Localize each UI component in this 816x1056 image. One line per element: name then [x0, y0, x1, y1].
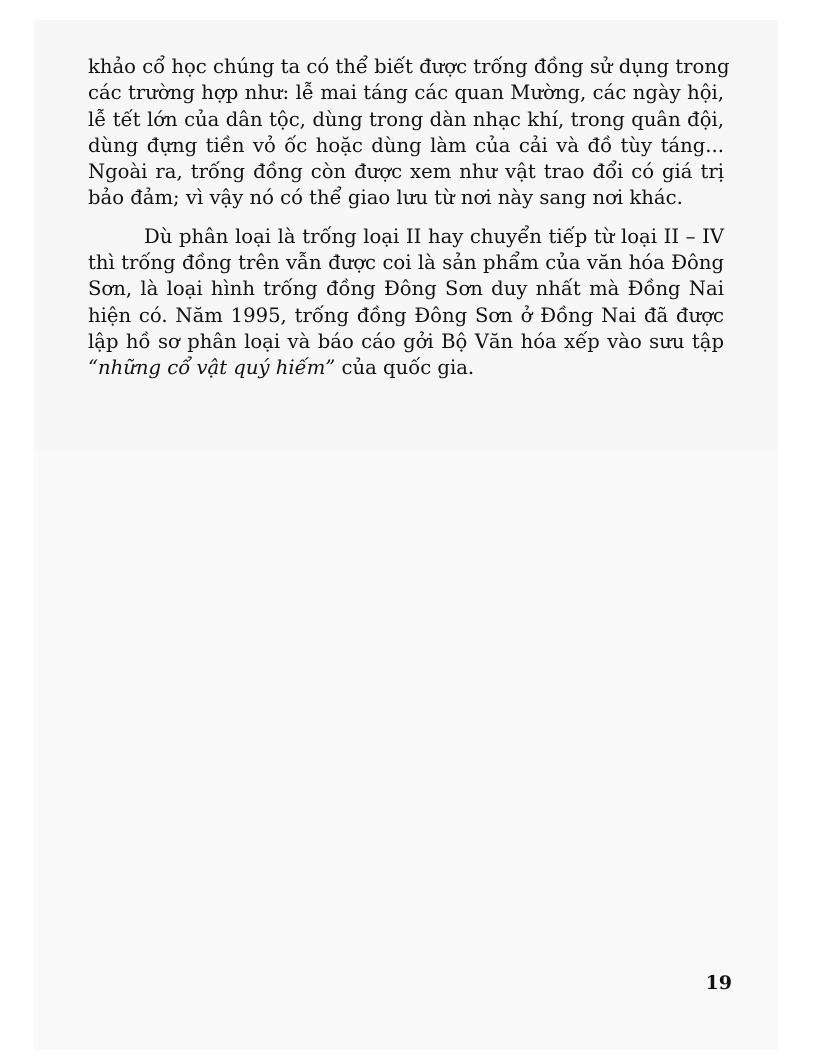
- text-line: lễ tết lớn của dân tộc, dùng trong dàn nhạc khí, trong quân đội,: [88, 107, 724, 131]
- text-line-tail: của quốc gia.: [335, 356, 475, 380]
- body-text: [88, 54, 730, 382]
- text-line-final: [88, 355, 724, 381]
- paragraph-2: [88, 224, 724, 382]
- paragraph-1: [88, 54, 730, 212]
- text-line: thì trống đồng trên vẫn được coi là sản phẩm của văn hóa Đông: [88, 251, 724, 275]
- text-line: Sơn, là loại hình trống đồng Đông Sơn duy nhất mà Đồng Nai: [88, 277, 724, 301]
- text-line: các trường hợp như: lễ mai táng các quan Mường, các ngày hội,: [88, 81, 724, 105]
- text-line: Dù phân loại là trống loại II hay chuyển tiếp từ loại II – IV: [144, 224, 724, 248]
- text-line: lập hồ sơ phân loại và báo cáo gởi Bộ Văn hóa xếp vào sưu tập: [88, 329, 724, 353]
- text-line: khảo cổ học chúng ta có thể biết được trống đồng sử dụng trong: [88, 55, 730, 78]
- paragraph-spacer: [88, 212, 724, 224]
- page-number: 19: [705, 972, 732, 994]
- text-line: bảo đảm; vì vậy nó có thể giao lưu từ nơi này sang nơi khác.: [88, 186, 683, 210]
- italic-quote: “những cổ vật quý hiếm”: [88, 356, 336, 380]
- text-line: hiện có. Năm 1995, trống đồng Đông Sơn ở Đồng Nai đã được: [88, 303, 724, 327]
- text-line: Ngoài ra, trống đồng còn được xem như vật trao đổi có giá trị: [88, 160, 724, 184]
- text-line: dùng đựng tiền vỏ ốc hoặc dùng làm của cải và đồ tùy táng...: [88, 133, 724, 157]
- page-lower-area: [34, 450, 778, 1050]
